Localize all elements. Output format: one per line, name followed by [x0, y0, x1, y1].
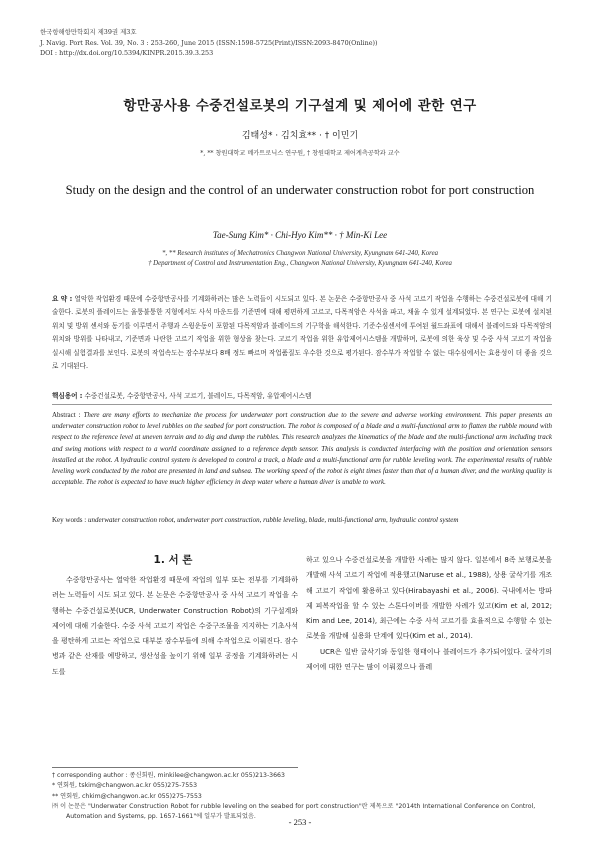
authors-korean: 김태성* · 김치효** · † 이민기: [241, 131, 359, 141]
footnote-divider: [52, 767, 298, 768]
abstract-korean-label: 요 약 :: [52, 295, 73, 303]
keywords-korean: [52, 390, 552, 400]
abstract-korean-text: 열악한 작업환경 때문에 수중항만공사를 기계화하려는 많은 노력들이 시도되고 있다. 본 논문은 수중항만공사 중 사석 고르기 작업을 수행하는 수중건설로봇에 대해 기술한다. 로봇의 플레이드는 울퉁불퉁한 지형에서도 사석 마운드를 기준면에 대해 평편하게 고르고, 다목적암은 사석을 파고, 채울 수 있게 설계되었다. 본 연구는 로봇에 설치된 위치 및 방위 센서와 동기를 이루면서 주행과 스윙운동이 포함된 다목적암과 블레이드의 기구학을 해석한다. 기준수심센서에 투여된 월드좌표에 대해서 블레이드와 다목적암의 위치와 방위를 나타내고, 기준면과 나란한 고르기 작업을 위한 형상을 찾는다. 고르기 작업을 위한 유압제어시스템을 개발하며, 로봇에 의한 육상 및 수중 사석 고르기 작업을 실시해 실험결과를 보인다. 로봇의 작업속도는 잠수부보다 8배 정도 빠르며 작업품질도 우수한 것으로 평가된다. 잠수부가 작업할 수 없는 대수심에서는 효용성이 더 좋을 것으로 기대된다.: [52, 295, 552, 371]
paragraph: 하고 있으나 수중건설로봇을 개발한 사례는 많지 않다. 일본에서 8족 보행로봇을 개발해 사석 고르기 작업에 적용했고(Naruse et al., 1988), 상용 굴삭기를 개조해 고르기 작업에 활용하고 있다(Hirabayashi et al., 2006). 국내에서는 방파제 피복작업을 할 수 있는 스톤다이버를 개발한 사례가 있고(Kim et al, 2012; Kim and Lee, 2014), 최근에는 수중 사석 고르기를 효율적으로 수행할 수 있는 로봇을 개발해 실용화 단계에 있다(Kim et al., 2014).: [306, 556, 552, 641]
keywords-korean-label: 핵심용어 :: [52, 392, 83, 400]
footnotes: [52, 771, 552, 822]
abstract-english-label: Abstract :: [52, 411, 81, 419]
affiliation-english: [0, 249, 600, 269]
abstract-english-text: There are many efforts to mechanize the process for underwater port construction due to the severe and adverse working environment. This paper presents an underwater construction robot to level rubbles on the seabed for port construction. The robot is composed of a blade and a multi-functional arm to flatten the rubble mound with respect to the reference level at uneven terrain and to dig and dump the rubbles. This research analyzes the kinematics of the blade and the multi-functional arm including track and swing motions with respect to a world coordinate assigned to a reference depth sensor. This analysis is conducted interfacing with the position and orientation sensors installed at the robot. A hydraulic control system is developed to control a track, a blade and a multi-functional arm for rubble leveling work. The experimental results of rubble leveling work conducted by the robot are presented in land and subsea. The working speed of the robot is eight times faster than that of a human diver, and the working quality is acceptable. The robot is expected to have much higher efficiency in deep water where a human diver is unable to work.: [52, 411, 552, 487]
keywords-english: [52, 515, 552, 526]
divider: [52, 404, 552, 405]
footnote-author-2: ** 연회원, chkim@changwon.ac.kr 055)275-7553: [52, 792, 202, 800]
affiliation-english-1: *, ** Research institutes of Mechatronics Changwon National University, Kyungnam 641-240, Korea: [161, 250, 438, 257]
affiliation-korean: *, ** 창원대학교 메카트로닉스 연구원, † 창원대학교 제어계측공학과 교수: [200, 150, 400, 157]
authors-english: Tae-Sung Kim* · Chi-Hyo Kim** · † Min-Ki Lee: [212, 230, 388, 240]
footnote-note: ㈜ 이 논문은 "Underwater Construction Robot for rubble leveling on the seabed for port construction"란 제목으로 "2014th International Conference on Control, Automation and Systems, pp. 1657-1661"에 일부가 발표되었음.: [52, 802, 536, 821]
section-heading-introduction: 1. 서 론: [153, 554, 193, 566]
body-column-right: [306, 553, 552, 675]
keywords-korean-text: 수중건설로봇, 수중항만공사, 사석 고르기, 블레이드, 다목적암, 유압제어시스템: [84, 392, 312, 400]
body-column-left: [52, 573, 298, 680]
keywords-english-label: Key words :: [52, 516, 87, 524]
doi-link[interactable]: DOI : http://dx.doi.org/10.5394/KINPR.2015.39.3.253: [40, 49, 214, 57]
journal-name-ko: 한국항해항만학회지 제39권 제3호: [40, 28, 137, 36]
paragraph: 수중항만공사는 열악한 작업환경 때문에 작업의 일부 또는 전부를 기계화하려는 노력들이 시도 되고 있다. 본 논문은 수중항만공사 중 사석 고르기 작업을 수행하는 수중건설로봇(UCR, Underwater Construction Robot)의 기구설계와 제어에 대해 기술한다. 수중 사석 고르기 작업은 수중구조물을 지지하는 기초사석을 평탄하게 고르는 작업으로 대부분 잠수부들에 의해 수작업으로 이뤄진다. 잠수병과 같은 산재를 예방하고, 생산성을 높이기 위해 일부 공정을 기계화하려는 시도를: [52, 576, 298, 676]
keywords-english-text: underwater construction robot, underwater port construction, rubble leveling, blade, multi-functional arm, hydraulic control system: [87, 516, 459, 524]
abstract-korean: [52, 293, 552, 373]
title-english: Study on the design and the control of an underwater construction robot for port construction: [65, 183, 535, 197]
affiliation-english-2: † Department of Control and Instrumentation Eng., Changwon National University, Kyungnam 641-240, Korea: [148, 260, 452, 267]
footnote-corresponding: † corresponding author : 종신회원, minkilee@changwon.ac.kr 055)213-3663: [52, 772, 285, 779]
abstract-english: [52, 410, 552, 488]
journal-header: [40, 27, 377, 59]
title-korean: 항만공사용 수중건설로봇의 기구설계 및 제어에 관한 연구: [123, 98, 477, 114]
page-number: - 253 -: [288, 817, 312, 827]
footnote-author-1: * 연회원, tskim@changwon.ac.kr 055)275-7553: [52, 782, 198, 790]
journal-citation: J. Navig. Port Res. Vol. 39, No. 3 : 253-260, June 2015 (ISSN:1598-5725(Print)/ISSN:2093-8470(Online)): [40, 38, 378, 47]
paragraph: UCR은 일반 굴삭기와 동일한 형태이나 블레이드가 추가되어있다. 굴삭기의 제어에 대한 연구는 많이 이뤄졌으나 플레: [306, 647, 552, 672]
